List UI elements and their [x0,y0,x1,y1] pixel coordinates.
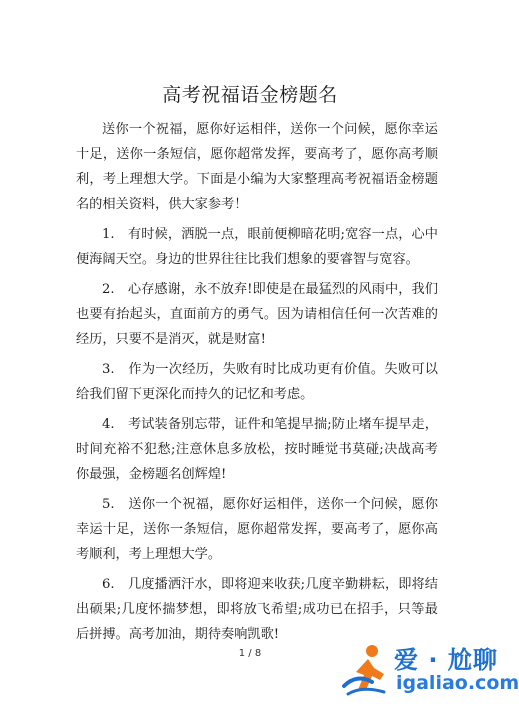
wish-item-3: 3. 作为一次经历，失败有时比成功更有价值。失败可以给我们留下更深化而持久的记忆和考虑。 [76,362,438,402]
wish-item-1: 1. 有时候，洒脱一点，眼前便柳暗花明;宽容一点，心中便海阔天空。身边的世界往往比我们想象的要睿智与宽容。 [76,227,438,267]
wish-item-4: 4. 考试装备别忘带，证件和笔提早揣;防止堵车提早走，时间充裕不犯愁;注意休息多放松，按时睡觉书莫碰;决战高考你最强，金榜题名创辉煌! [76,417,438,482]
document-title: 高考祝福语金榜题名 [162,84,338,106]
watermark-url: igaliao.com [396,672,519,694]
page-number: 1 / 8 [238,648,262,659]
intro-paragraph: 送你一个祝福，愿你好运相伴，送你一个问候，愿你幸运十足，送你一条短信，愿你超常发挥，要高考了，愿你高考顺利，考上理想大学。下面是小编为大家整理高考祝福语金榜题名的相关资料，供大家参考！ [76,122,438,212]
running-figure-logo-icon [338,642,394,698]
watermark-brand: 爱 · 尬聊 [394,646,498,674]
wish-item-6: 6. 几度播洒汗水，即将迎来收获;几度辛勤耕耘，即将结出硕果;几度怀揣梦想，即将放飞希望;成功已在招手，只等最后拼搏。高考加油，期待奏响凯歌! [76,577,438,642]
site-watermark [338,638,519,700]
wish-item-5: 5. 送你一个祝福，愿你好运相伴，送你一个问候，愿你幸运十足，送你一条短信，愿你超常发挥，要高考了，愿你高考顺利，考上理想大学。 [76,497,438,562]
document-body [76,117,438,652]
wish-item-2: 2. 心存感谢，永不放弃!即使是在最猛烈的风雨中，我们也要有抬起头，直面前方的勇气。因为请相信任何一次苦难的经历，只要不是消灭，就是财富! [76,282,438,347]
